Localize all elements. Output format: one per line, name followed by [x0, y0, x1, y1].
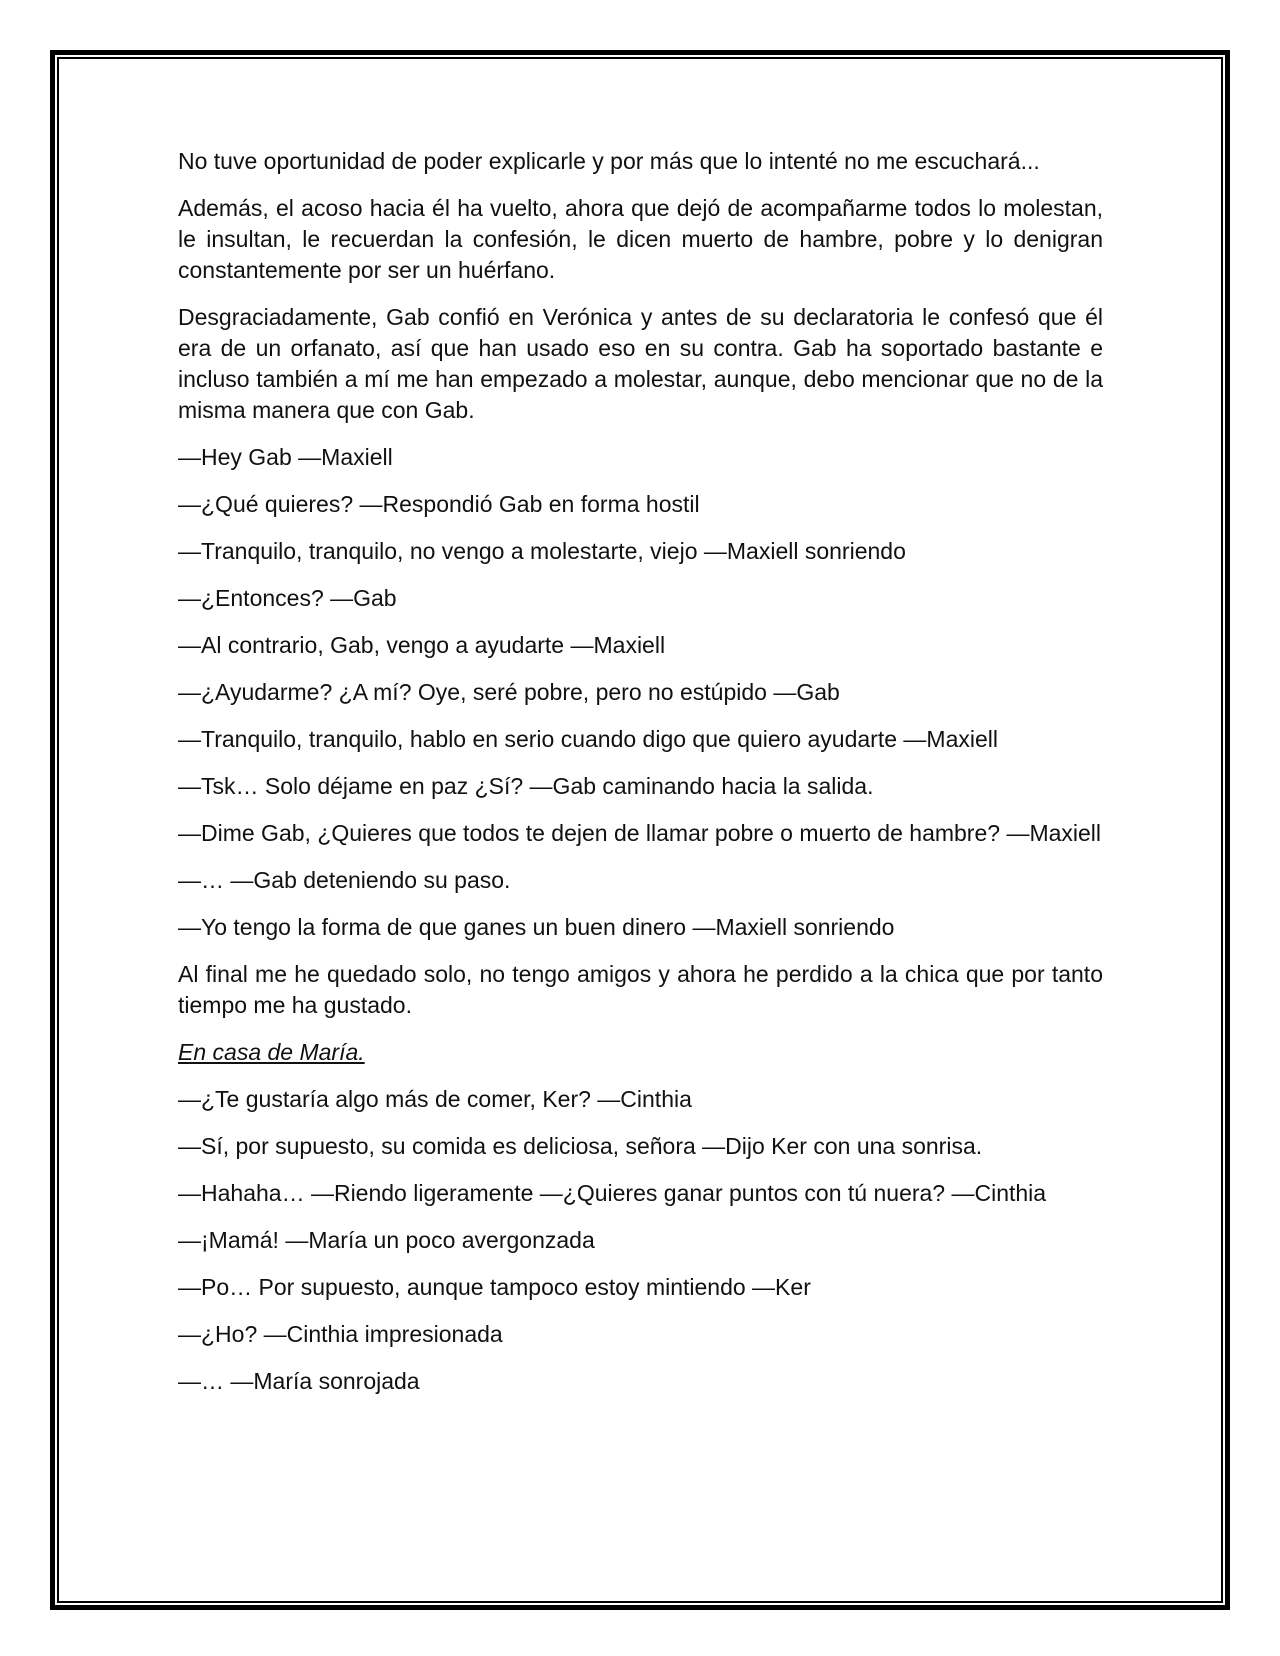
dialogue-line: —¿Te gustaría algo más de comer, Ker? —Cinthia [178, 1086, 692, 1112]
dialogue-line: —… —María sonrojada [178, 1368, 420, 1394]
dialogue-line: —Hahaha… —Riendo ligeramente —¿Quieres ganar puntos con tú nuera? —Cinthia [178, 1180, 1047, 1206]
dialogue-line: —¿Ayudarme? ¿A mí? Oye, seré pobre, pero no estúpido —Gab [178, 679, 840, 705]
dialogue-line: —Hey Gab —Maxiell [178, 444, 393, 470]
dialogue-line: —¿Entonces? —Gab [178, 585, 397, 611]
paragraph: Desgraciadamente, Gab confió en Verónica y antes de su declaratoria le confesó que él era de un orfanato, así que han usado eso en su contra. Gab ha soportado bastante e incluso también a mí me han empezado a molestar, aunque, debo mencionar que no de la misma manera que con Gab. [178, 304, 1103, 423]
document-body [178, 146, 1103, 1413]
dialogue-line: —Yo tengo la forma de que ganes un buen dinero —Maxiell sonriendo [178, 914, 895, 940]
paragraph: Además, el acoso hacia él ha vuelto, ahora que dejó de acompañarme todos lo molestan, le insultan, le recuerdan la confesión, le dicen muerto de hambre, pobre y lo denigran constantemente por ser un huérfano. [178, 195, 1103, 283]
dialogue-line: —Dime Gab, ¿Quieres que todos te dejen de llamar pobre o muerto de hambre? —Maxiell [178, 820, 1102, 846]
dialogue-line: —¿Ho? —Cinthia impresionada [178, 1321, 503, 1347]
dialogue-line: —Tranquilo, tranquilo, hablo en serio cuando digo que quiero ayudarte —Maxiell [178, 726, 998, 752]
paragraph: Al final me he quedado solo, no tengo amigos y ahora he perdido a la chica que por tanto tiempo me ha gustado. [178, 961, 1103, 1018]
dialogue-line: —Tsk… Solo déjame en paz ¿Sí? —Gab caminando hacia la salida. [178, 773, 874, 799]
scene-heading: En casa de María. [178, 1039, 365, 1065]
dialogue-line: —Sí, por supuesto, su comida es deliciosa, señora —Dijo Ker con una sonrisa. [178, 1133, 983, 1159]
dialogue-line: —Al contrario, Gab, vengo a ayudarte —Maxiell [178, 632, 666, 658]
dialogue-line: —¡Mamá! —María un poco avergonzada [178, 1227, 595, 1253]
dialogue-line: —Tranquilo, tranquilo, no vengo a molestarte, viejo —Maxiell sonriendo [178, 538, 906, 564]
dialogue-line: —… —Gab deteniendo su paso. [178, 867, 511, 893]
dialogue-line: —¿Qué quieres? —Respondió Gab en forma hostil [178, 491, 700, 517]
paragraph: No tuve oportunidad de poder explicarle y por más que lo intenté no me escuchará... [178, 148, 1040, 174]
dialogue-line: —Po… Por supuesto, aunque tampoco estoy mintiendo —Ker [178, 1274, 811, 1300]
